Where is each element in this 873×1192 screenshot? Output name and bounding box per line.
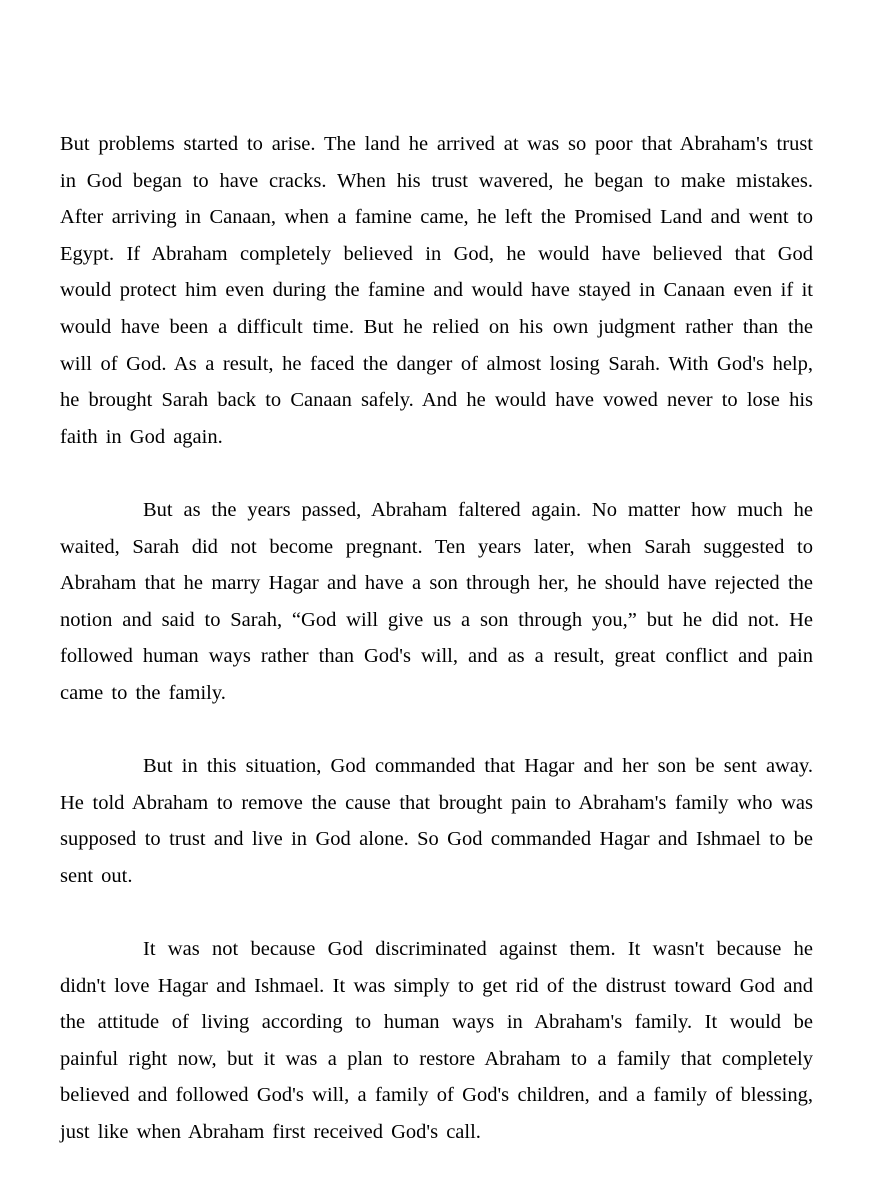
document-body [60,126,813,1151]
paragraph-3: But in this situation, God commanded that Hagar and her son be sent away. He told Abraham to remove the cause that brought pain to Abraham's family who was supposed to trust and live in God alone. So God commanded Hagar and Ishmael to be sent out. [60,755,813,887]
paragraph-2: But as the years passed, Abraham faltered again. No matter how much he waited, Sarah did not become pregnant. Ten years later, when Sarah suggested to Abraham that he marry Hagar and have a son through her, he should have rejected the notion and said to Sarah, “God will give us a son through you,” but he did not. He followed human ways rather than God's will, and as a result, great conflict and pain came to the family. [60,498,813,704]
paragraph-1: But problems started to arise. The land he arrived at was so poor that Abraham's trust in God began to have cracks. When his trust wavered, he began to make mistakes. After arriving in Canaan, when a famine came, he left the Promised Land and went to Egypt. If Abraham completely believed in God, he would have believed that God would protect him even during the famine and would have stayed in Canaan even if it would have been a difficult time. But he relied on his own judgment rather than the will of God. As a result, he faced the danger of almost losing Sarah. With God's help, he brought Sarah back to Canaan safely. And he would have vowed never to lose his faith in God again. [60,133,813,448]
paragraph-4: It was not because God discriminated against them. It wasn't because he didn't love Hagar and Ishmael. It was simply to get rid of the distrust toward God and the attitude of living according to human ways in Abraham's family. It would be painful right now, but it was a plan to restore Abraham to a family that completely believed and followed God's will, a family of God's children, and a family of blessing, just like when Abraham first received God's call. [60,938,813,1144]
